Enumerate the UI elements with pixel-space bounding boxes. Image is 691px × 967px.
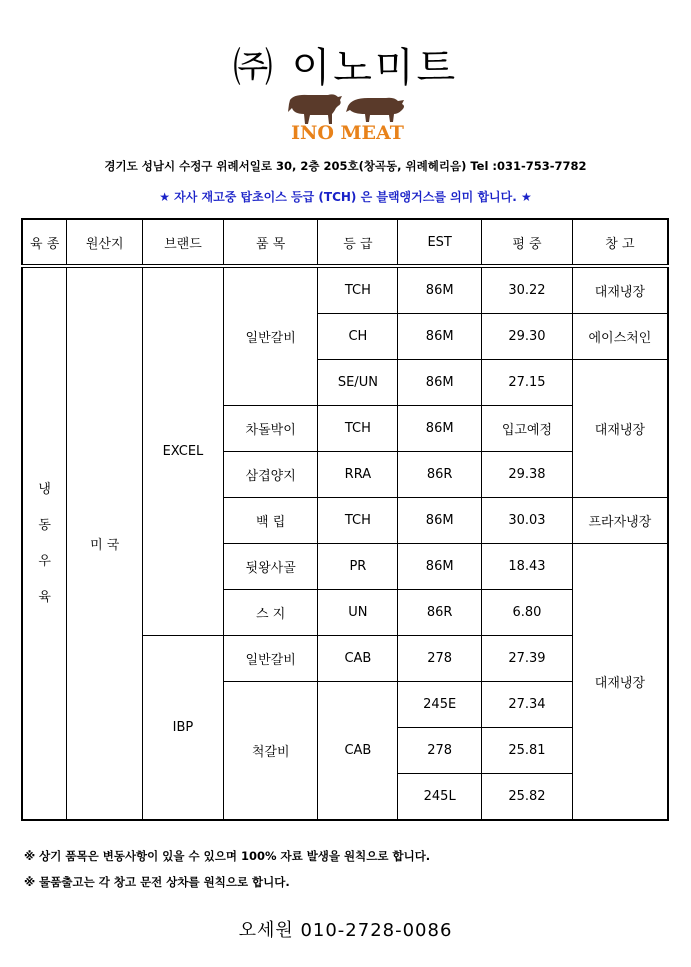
footnote-2: ※ 물품출고는 각 창고 문전 상차를 원칙으로 합니다. xyxy=(24,875,290,889)
item-cell: 스 지 xyxy=(223,590,318,636)
weight-cell: 27.34 xyxy=(482,682,573,728)
est-cell: 86R xyxy=(398,590,482,636)
grade-cell: UN xyxy=(318,590,398,636)
tch-notice: ★ 자사 재고중 탑초이스 등급 (TCH) 은 블랙앵거스를 의미 합니다. ★ xyxy=(159,190,532,204)
meat-type-cell: 냉 동 우 육 xyxy=(22,266,67,820)
est-cell: 86M xyxy=(398,314,482,360)
est-cell: 245E xyxy=(398,682,482,728)
header-meat-type: 육 종 xyxy=(22,219,67,266)
item-cell: 백 립 xyxy=(223,498,318,544)
origin-cell: 미 국 xyxy=(67,266,143,820)
item-cell: 뒷왕사골 xyxy=(223,544,318,590)
est-cell: 86R xyxy=(398,452,482,498)
item-cell: 차돌박이 xyxy=(223,406,318,452)
grade-cell: TCH xyxy=(318,498,398,544)
warehouse-cell: 대재냉장 xyxy=(572,544,668,821)
inventory-table xyxy=(21,218,669,821)
brand-cell: IBP xyxy=(143,636,224,821)
header-brand: 브랜드 xyxy=(143,219,224,266)
item-cell: 삼겹양지 xyxy=(223,452,318,498)
weight-cell: 27.39 xyxy=(482,636,573,682)
est-cell: 278 xyxy=(398,728,482,774)
weight-cell: 25.81 xyxy=(482,728,573,774)
grade-cell: TCH xyxy=(318,266,398,314)
warehouse-cell: 프라자냉장 xyxy=(572,498,668,544)
grade-cell: SE/UN xyxy=(318,360,398,406)
est-cell: 278 xyxy=(398,636,482,682)
header-warehouse: 창 고 xyxy=(572,219,668,266)
table-header xyxy=(22,219,668,266)
item-cell: 척갈비 xyxy=(223,682,318,821)
company-address: 경기도 성남시 수정구 위례서일로 30, 2층 205호(창곡동, 위례헤리음) Tel :031-753-7782 xyxy=(104,159,587,173)
header-item: 품 목 xyxy=(223,219,318,266)
grade-cell: RRA xyxy=(318,452,398,498)
logo-text: INO MEAT xyxy=(291,122,404,144)
header-grade: 등 급 xyxy=(318,219,398,266)
item-cell: 일반갈비 xyxy=(223,636,318,682)
est-cell: 86M xyxy=(398,360,482,406)
weight-cell: 18.43 xyxy=(482,544,573,590)
footnote-1: ※ 상기 품목은 변동사항이 있을 수 있으며 100% 자료 발생을 원칙으로 합니다. xyxy=(24,849,431,863)
weight-cell: 27.15 xyxy=(482,360,573,406)
warehouse-cell: 에이스처인 xyxy=(572,314,668,360)
est-cell: 86M xyxy=(398,266,482,314)
weight-cell: 29.30 xyxy=(482,314,573,360)
header-origin: 원산지 xyxy=(67,219,143,266)
est-cell: 86M xyxy=(398,544,482,590)
est-cell: 86M xyxy=(398,406,482,452)
company-title: ㈜ 이노미트 xyxy=(232,45,459,91)
weight-cell: 6.80 xyxy=(482,590,573,636)
grade-cell: CAB xyxy=(318,682,398,821)
contact-info: 오세원 010-2728-0086 xyxy=(238,920,453,941)
grade-cell: CH xyxy=(318,314,398,360)
grade-cell: PR xyxy=(318,544,398,590)
warehouse-cell: 대재냉장 xyxy=(572,360,668,498)
ino-meat-logo xyxy=(280,90,415,148)
warehouse-cell: 대재냉장 xyxy=(572,266,668,314)
table-row xyxy=(22,266,668,314)
weight-cell: 25.82 xyxy=(482,774,573,821)
weight-cell: 30.03 xyxy=(482,498,573,544)
brand-cell: EXCEL xyxy=(143,266,224,636)
grade-cell: CAB xyxy=(318,636,398,682)
item-cell: 일반갈비 xyxy=(223,266,318,406)
est-cell: 245L xyxy=(398,774,482,821)
weight-cell: 입고예정 xyxy=(482,406,573,452)
grade-cell: TCH xyxy=(318,406,398,452)
header-weight: 평 중 xyxy=(482,219,573,266)
est-cell: 86M xyxy=(398,498,482,544)
weight-cell: 30.22 xyxy=(482,266,573,314)
header-est: EST xyxy=(398,219,482,266)
weight-cell: 29.38 xyxy=(482,452,573,498)
